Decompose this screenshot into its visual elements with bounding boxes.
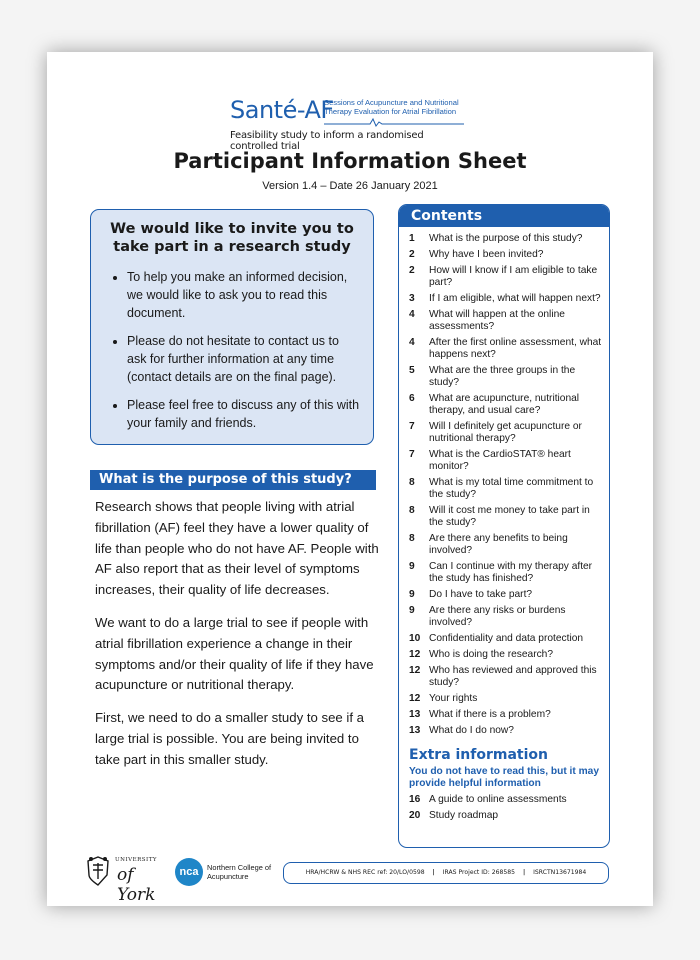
contents-page-number: 2 [409, 249, 415, 260]
contents-panel [398, 204, 610, 848]
isrctn-reference: ISRCTN13671984 [533, 869, 587, 876]
contents-item-label: What is my total time commitment to the study? [429, 477, 594, 500]
contents-item [399, 265, 609, 289]
contents-item-label: What will happen at the online assessments? [429, 309, 565, 332]
contents-item [399, 505, 609, 529]
contents-item-label: What do I do now? [429, 725, 514, 736]
contents-item-label: Do I have to take part? [429, 589, 533, 600]
extra-information-note: You do not have to read this, but it may provide helpful information [409, 766, 599, 789]
contents-item [399, 633, 609, 645]
sante-af-logo [230, 96, 466, 152]
contents-page-number: 16 [409, 794, 421, 805]
contents-page-number: 4 [409, 309, 415, 320]
contents-item-label: Are there any benefits to being involved? [429, 533, 568, 556]
extra-information-heading: Extra information [409, 747, 549, 763]
purpose-heading: What is the purpose of this study? [90, 470, 376, 490]
contents-item [399, 449, 609, 473]
contents-item [399, 477, 609, 501]
contents-page-number: 12 [409, 665, 421, 676]
contents-item [399, 309, 609, 333]
purpose-paragraph: First, we need to do a smaller study to see if a large trial is possible. You are being invited to take part in this smaller study. [95, 710, 365, 767]
contents-item-label: After the first online assessment, what happens next? [429, 337, 602, 360]
contents-item-label: Will it cost me money to take part in the study? [429, 505, 590, 528]
contents-page-number: 9 [409, 589, 415, 600]
contents-item [399, 249, 609, 261]
contents-item-label: Who has reviewed and approved this study? [429, 665, 597, 688]
contents-page-number: 6 [409, 393, 415, 404]
contents-item-label: What is the purpose of this study? [429, 233, 583, 244]
contents-item [399, 421, 609, 445]
contents-item [399, 589, 609, 601]
contents-item-label: Can I continue with my therapy after the study has finished? [429, 561, 593, 584]
contents-page-number: 1 [409, 233, 415, 244]
version-line: Version 1.4 – Date 26 January 2021 [262, 180, 438, 192]
invitation-box [90, 209, 374, 445]
york-name: of York [117, 865, 156, 905]
contents-page-number: 12 [409, 649, 421, 660]
contents-page-number: 8 [409, 505, 415, 516]
contents-page-number: 13 [409, 725, 421, 736]
contents-page-number: 8 [409, 477, 415, 488]
contents-item-label: What if there is a problem? [429, 709, 551, 720]
contents-item [399, 709, 609, 721]
purpose-body [95, 497, 385, 783]
contents-page-number: 7 [409, 421, 415, 432]
contents-page-number: 2 [409, 265, 415, 276]
nca-logo: nca [175, 858, 203, 886]
contents-item [399, 233, 609, 245]
invitation-list [111, 268, 361, 432]
page-title: Participant Information Sheet [173, 149, 527, 173]
contents-item [399, 693, 609, 705]
york-university-label: UNIVERSITY [115, 857, 157, 863]
contents-item-label: Study roadmap [429, 810, 499, 821]
purpose-paragraph: Research shows that people living with atrial fibrillation (AF) feel they have a lower quality of life than people who do not have AF. People with AF also report that as their level of symptoms increases, their quality of life decreases. [95, 499, 379, 598]
contents-item-label: Who is doing the research? [429, 649, 554, 660]
ref-separator: | [432, 869, 435, 876]
purpose-paragraph: We want to do a large trial to see if people with atrial fibrillation experience a change in their symptoms and/or their quality of life if they have acupuncture or nutritional therapy. [95, 614, 374, 693]
reference-box [283, 862, 609, 884]
contents-page-number: 4 [409, 337, 415, 348]
contents-heading: Contents [399, 205, 609, 227]
contents-page-number: 3 [409, 293, 415, 304]
contents-item [399, 605, 609, 629]
contents-item-label: What is the CardioSTAT® heart monitor? [429, 449, 571, 472]
contents-item [399, 725, 609, 737]
contents-item-label: If I am eligible, what will happen next? [429, 293, 601, 304]
contents-item [399, 533, 609, 557]
logo-name: Santé-AF [230, 96, 334, 124]
contents-page-number: 5 [409, 365, 415, 376]
contents-page-number: 9 [409, 561, 415, 572]
ref-separator: | [522, 869, 526, 876]
contents-page-number: 7 [409, 449, 415, 460]
rec-reference: HRA/HCRW & NHS REC ref: 20/LO/0598 [305, 869, 425, 876]
contents-item-label: Why have I been invited? [429, 249, 544, 260]
contents-item [399, 293, 609, 305]
contents-item [399, 337, 609, 361]
contents-item [399, 393, 609, 417]
invitation-bullet: • Please do not hesitate to contact us to ask for further information at any time (contact details are on the final page). [127, 332, 361, 386]
contents-page-number: 8 [409, 533, 415, 544]
contents-item-label: Will I definitely get acupuncture or nutritional therapy? [429, 421, 582, 444]
logo-tagline: Feasibility study to inform a randomised controlled trial [230, 130, 424, 152]
contents-item-label: What are acupuncture, nutritional therapy, and usual care? [429, 393, 580, 416]
heartbeat-line-icon [324, 117, 464, 127]
contents-page-number: 12 [409, 693, 421, 704]
invitation-bullet: • To help you make an informed decision, we would like to ask you to read this document. [127, 268, 361, 322]
invitation-heading: We would like to invite you to take part in a research study [110, 221, 354, 255]
contents-item-label: Are there any risks or burdens involved? [429, 605, 566, 628]
contents-item-label: Confidentiality and data protection [429, 633, 584, 644]
university-of-york-logo [85, 853, 159, 905]
contents-item [399, 561, 609, 585]
york-crest-icon [85, 855, 111, 887]
contents-item [399, 810, 609, 822]
contents-item-label: Your rights [429, 693, 478, 704]
nca-name: Northern College of Acupuncture [207, 863, 272, 881]
contents-page-number: 10 [409, 633, 421, 644]
contents-page-number: 20 [409, 810, 421, 821]
contents-item [399, 665, 609, 689]
contents-item-label: How will I know if I am eligible to take part? [429, 265, 598, 288]
contents-item [399, 794, 609, 806]
contents-item-label: What are the three groups in the study? [429, 365, 576, 388]
contents-item [399, 649, 609, 661]
contents-item-label: A guide to online assessments [429, 794, 567, 805]
contents-item [399, 365, 609, 389]
contents-page-number: 13 [409, 709, 421, 720]
invitation-bullet: • Please feel free to discuss any of this with your family and friends. [127, 396, 361, 432]
logo-subtitle: Sessions of Acupuncture and Nutritional Therapy Evaluation for Atrial Fibrillation [324, 98, 459, 116]
contents-list [399, 233, 609, 737]
document-page [47, 52, 653, 906]
contents-page-number: 9 [409, 605, 415, 616]
extra-information-list [399, 794, 609, 822]
iras-reference: IRAS Project ID: 268585 [442, 869, 515, 876]
